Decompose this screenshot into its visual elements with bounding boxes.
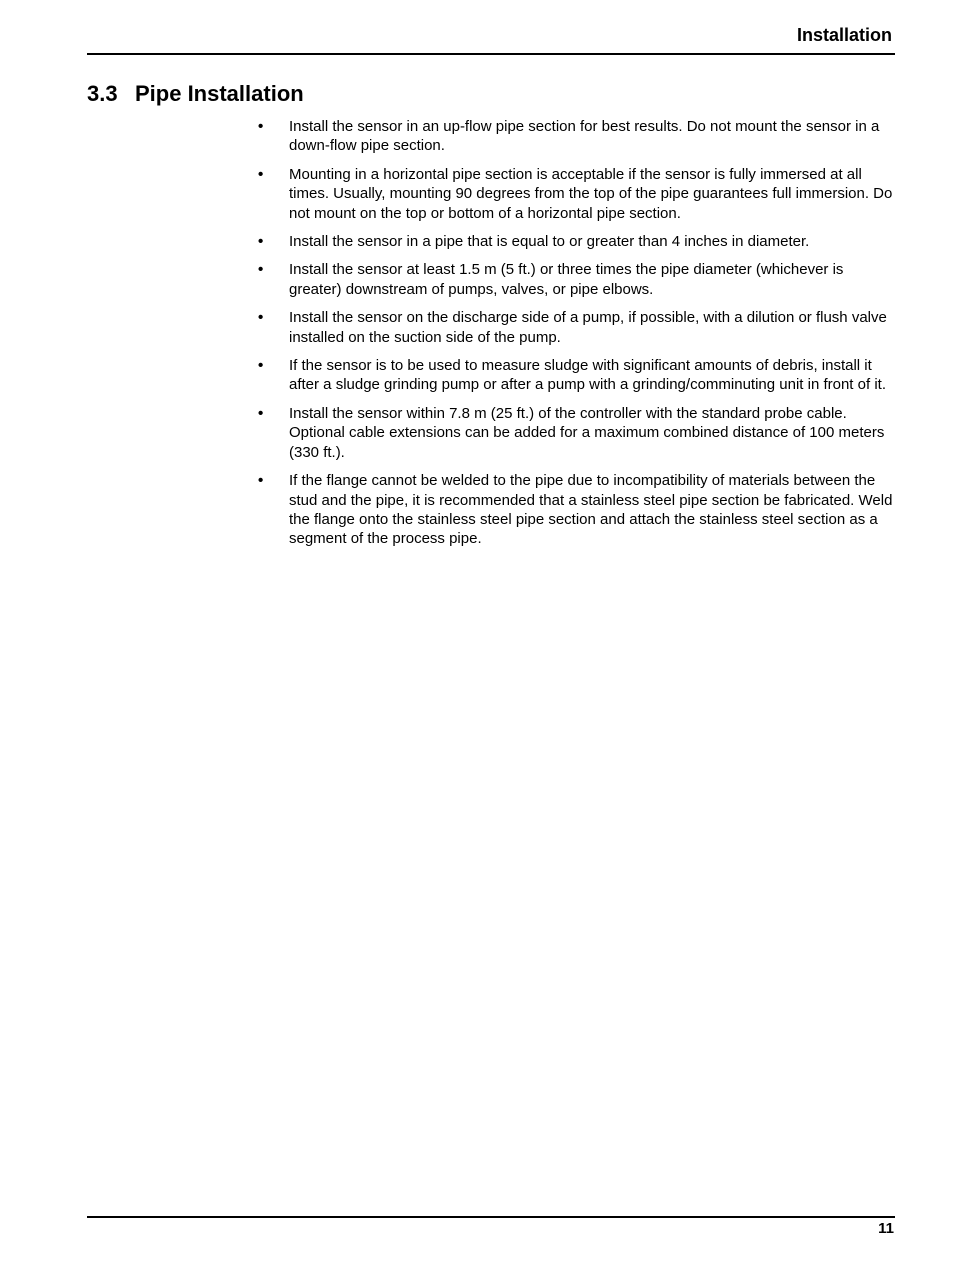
list-item-text: Install the sensor at least 1.5 m (5 ft.) or three times the pipe diameter (whichever is greater) downstream of pumps, valves, or pipe elbows. — [289, 261, 844, 298]
list-item-text: If the sensor is to be used to measure sludge with significant amounts of debris, install it after a sludge grinding pump or after a pump with a grinding/comminuting unit in front of it. — [289, 357, 886, 394]
list-item — [258, 260, 894, 299]
footer-rule — [87, 1216, 895, 1218]
list-item — [258, 404, 894, 462]
bullet-icon: • — [258, 472, 264, 490]
bullet-icon: • — [258, 261, 264, 279]
page-number: 11 — [878, 1220, 894, 1237]
list-item-text: Install the sensor within 7.8 m (25 ft.) of the controller with the standard probe cable. Optional cable extensions can be added for a maximum combined distance of 100 meters (330 ft.). — [289, 404, 885, 461]
running-header: Installation — [796, 25, 892, 45]
list-item — [258, 308, 894, 347]
bullet-icon: • — [258, 404, 264, 422]
bullet-icon: • — [258, 233, 264, 251]
list-item — [258, 356, 894, 395]
list-item-text: Install the sensor in an up-flow pipe section for best results. Do not mount the sensor in a down-flow pipe section. — [289, 118, 880, 155]
list-item-text: Install the sensor on the discharge side of a pump, if possible, with a dilution or flush valve installed on the suction side of the pump. — [289, 309, 887, 346]
list-item — [258, 471, 894, 549]
list-item — [258, 165, 894, 223]
list-item — [258, 232, 894, 251]
bullet-icon: • — [258, 165, 264, 183]
list-item — [258, 117, 894, 156]
section-title: Pipe Installation — [135, 81, 304, 106]
section-number: 3.3 — [87, 81, 118, 106]
header-rule — [87, 53, 895, 55]
bullet-icon: • — [258, 118, 264, 135]
section-heading — [87, 80, 304, 108]
bullet-list — [258, 117, 894, 558]
bullet-icon: • — [258, 357, 264, 375]
list-item-text: Mounting in a horizontal pipe section is acceptable if the sensor is fully immersed at all times. Usually, mounting 90 degrees from the top of the pipe guarantees full immersion. Do not mount on the top or bottom of a horizontal pipe section. — [289, 165, 893, 222]
list-item-text: Install the sensor in a pipe that is equal to or greater than 4 inches in diameter. — [289, 233, 810, 251]
bullet-icon: • — [258, 309, 264, 327]
list-item-text: If the flange cannot be welded to the pipe due to incompatibility of materials between the stud and the pipe, it is recommended that a stainless steel pipe section be fabricated. Weld the flange onto the stainless steel pipe section and attach the stainless steel section as a segment of the process pipe. — [289, 472, 893, 548]
